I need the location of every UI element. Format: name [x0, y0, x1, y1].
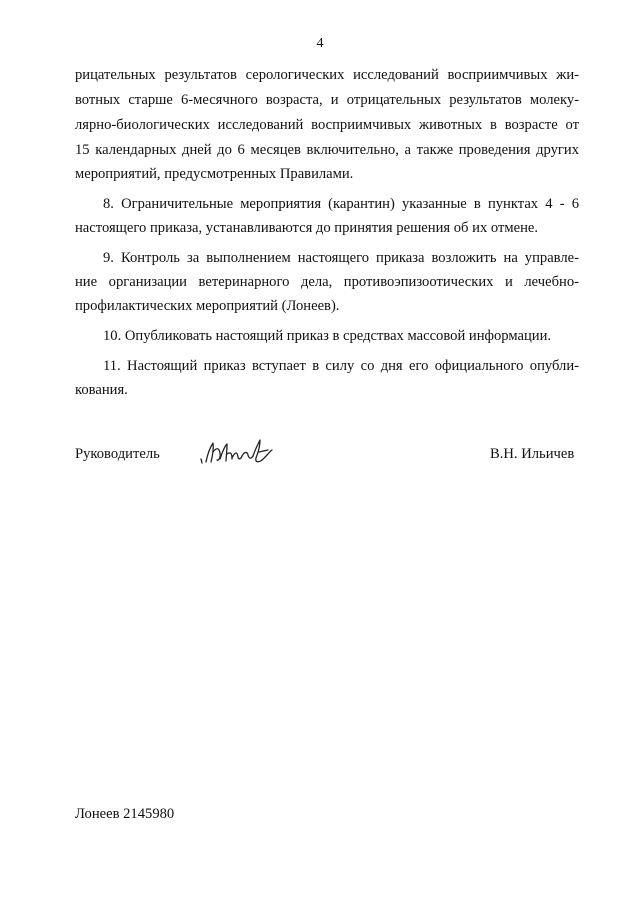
paragraph-9-line-1: 9. Контроль за выполнением настоящего приказа возложить на управле- [103, 250, 579, 266]
paragraph-8-line-1: 8. Ограничительные мероприятия (карантин) указанные в пунктах 4 - 6 [103, 196, 579, 212]
handwritten-signature [196, 432, 278, 472]
paragraph-7-line-3: лярно-биологических исследований восприимчивых животных в возрасте от [75, 117, 579, 133]
paragraph-9-line-2: ние организации ветеринарного дела, противоэпизоотических и лечебно- [75, 274, 579, 290]
signer-name: В.Н. Ильичев [490, 446, 575, 462]
paragraph-7-line-5: мероприятий, предусмотренных Правилами. [75, 166, 354, 182]
paragraph-7-line-2: вотных старше 6-месячного возраста, и отрицательных результатов молеку- [75, 92, 579, 108]
page-number: 4 [316, 36, 324, 51]
executor-footer: Лонеев 2145980 [75, 806, 175, 822]
paragraph-9-line-3: профилактических мероприятий (Лонеев). [75, 298, 340, 314]
paragraph-11-line-2: кования. [75, 382, 128, 398]
paragraph-7-line-4: 15 календарных дней до 6 месяцев включительно, а также проведения других [75, 142, 579, 158]
paragraph-8-line-2: настоящего приказа, устанавливаются до принятия решения об их отмене. [75, 220, 539, 236]
paragraph-7-line-1: рицательных результатов серологических исследований восприимчивых жи- [75, 67, 579, 83]
paragraph-10-line-1: 10. Опубликовать настоящий приказ в средствах массовой информации. [103, 328, 552, 344]
signer-title: Руководитель [75, 446, 160, 462]
paragraph-11-line-1: 11. Настоящий приказ вступает в силу со дня его официального опубли- [103, 358, 579, 374]
